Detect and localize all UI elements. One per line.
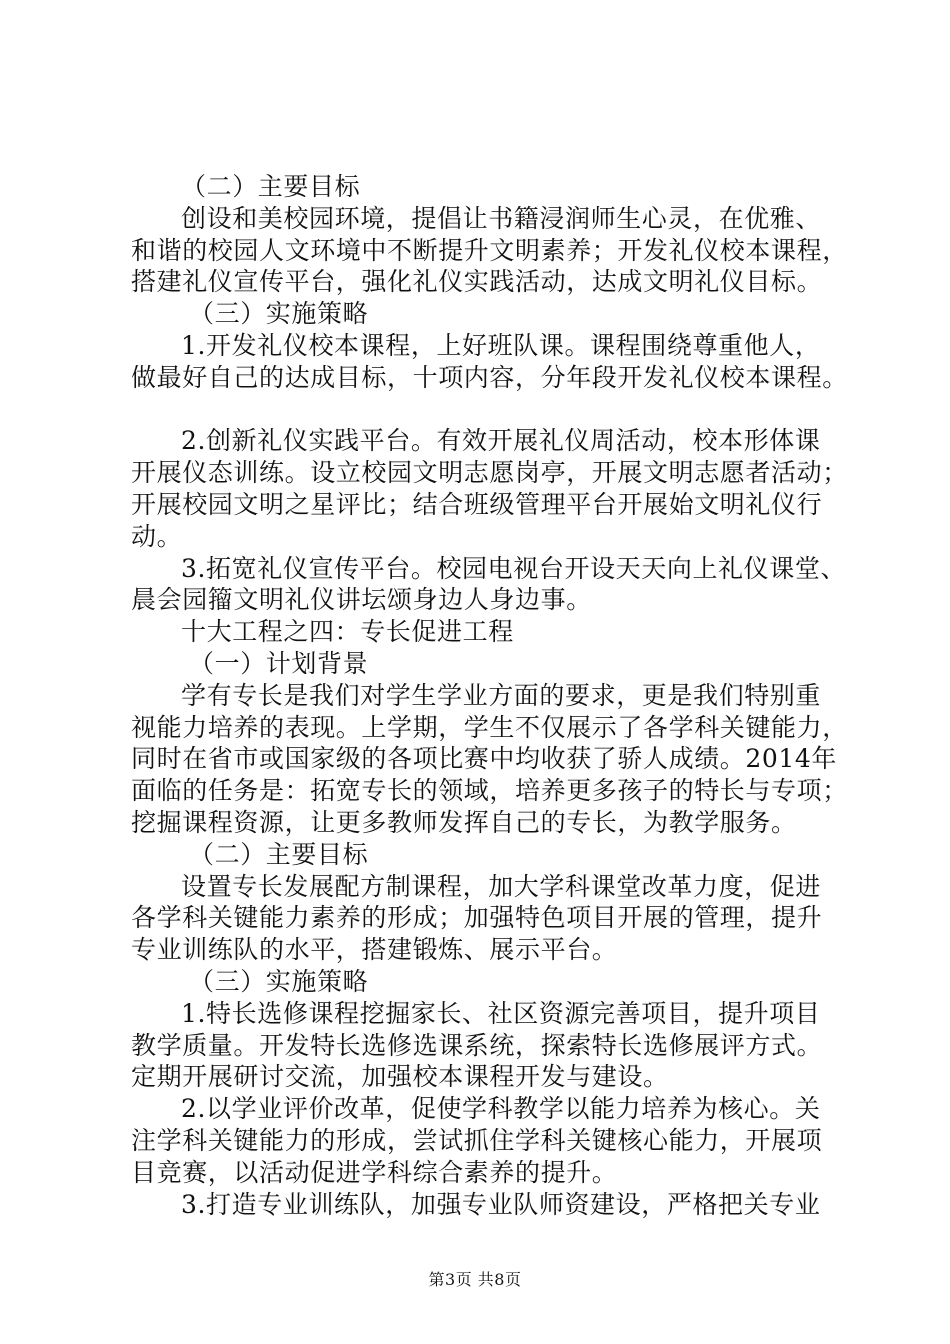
paragraph-line: 做最好自己的达成目标，十项内容，分年段开发礼仪校本课程。 [131, 362, 848, 392]
section-heading-goals: （二）主要目标 [181, 172, 361, 201]
paragraph-line: 挖掘课程资源，让更多教师发挥自己的专长，为教学服务。 [131, 807, 797, 837]
paragraph-line: 教学质量。开发特长选修选课系统，探索特长选修展评方式。 [131, 1030, 823, 1060]
section-heading-strategy: （三）实施策略 [189, 299, 369, 329]
paragraph-line: 1.开发礼仪校本课程，上好班队课。课程围绕尊重他人， [181, 330, 821, 360]
document-body [131, 171, 856, 1220]
paragraph-line: 视能力培养的表现。上学期，学生不仅展示了各学科关键能力， [131, 712, 848, 742]
blank-line [131, 394, 856, 426]
section-heading-goals: （二）主要目标 [189, 839, 369, 869]
paragraph-line: 设置专长发展配方制课程，加大学科课堂改革力度，促进 [181, 871, 822, 901]
paragraph-line: 3.打造专业训练队，加强专业队师资建设，严格把关专业 [181, 1189, 821, 1219]
paragraph-line: 3.拓宽礼仪宣传平台。校园电视台开设天天向上礼仪课堂、 [181, 553, 847, 583]
paragraph-line: 目竞赛，以活动促进学科综合素养的提升。 [131, 1157, 618, 1187]
paragraph-line: 1.特长选修课程挖掘家长、社区资源完善项目，提升项目 [181, 998, 821, 1028]
paragraph-line: 面临的任务是：拓宽专长的领域，培养更多孩子的特长与专项； [131, 776, 848, 806]
paragraph-line: 创设和美校园环境，提倡让书籍浸润师生心灵，在优雅、 [181, 203, 822, 233]
paragraph-line: 2.创新礼仪实践平台。有效开展礼仪周活动，校本形体课 [181, 426, 821, 456]
paragraph-line: 同时在省市或国家级的各项比赛中均收获了骄人成绩。2014年 [131, 744, 838, 774]
paragraph-line: 学有专长是我们对学生学业方面的要求，更是我们特别重 [181, 680, 822, 710]
section-heading-strategy: （三）实施策略 [189, 966, 369, 996]
paragraph-line: 开展仪态训练。设立校园文明志愿岗亭，开展文明志愿者活动； [131, 458, 848, 488]
paragraph-line: 2.以学业评价改革，促使学科教学以能力培养为核心。关 [181, 1094, 821, 1124]
paragraph-line: 各学科关键能力素养的形成；加强特色项目开展的管理，提升 [131, 903, 823, 933]
page-number-footer: 第3页 共8页 [428, 1270, 522, 1289]
paragraph-line: 注学科关键能力的形成，尝试抓住学科关键核心能力，开展项 [131, 1125, 823, 1155]
paragraph-line: 开展校园文明之星评比；结合班级管理平台开展始文明礼仪行 [131, 489, 823, 519]
paragraph-line: 搭建礼仪宣传平台，强化礼仪实践活动，达成文明礼仪目标。 [131, 267, 823, 297]
project-title: 十大工程之四：专长促进工程 [181, 617, 514, 647]
paragraph-line: 晨会园籀文明礼仪讲坛颂身边人身边事。 [131, 585, 592, 615]
section-heading-background: （一）计划背景 [189, 648, 369, 678]
paragraph-line: 定期开展研讨交流，加强校本课程开发与建设。 [131, 1062, 669, 1092]
paragraph-line: 专业训练队的水平，搭建锻炼、展示平台。 [131, 935, 618, 965]
paragraph-line: 动。 [131, 521, 183, 551]
paragraph-line: 和谐的校园人文环境中不断提升文明素养；开发礼仪校本课程， [131, 235, 848, 265]
